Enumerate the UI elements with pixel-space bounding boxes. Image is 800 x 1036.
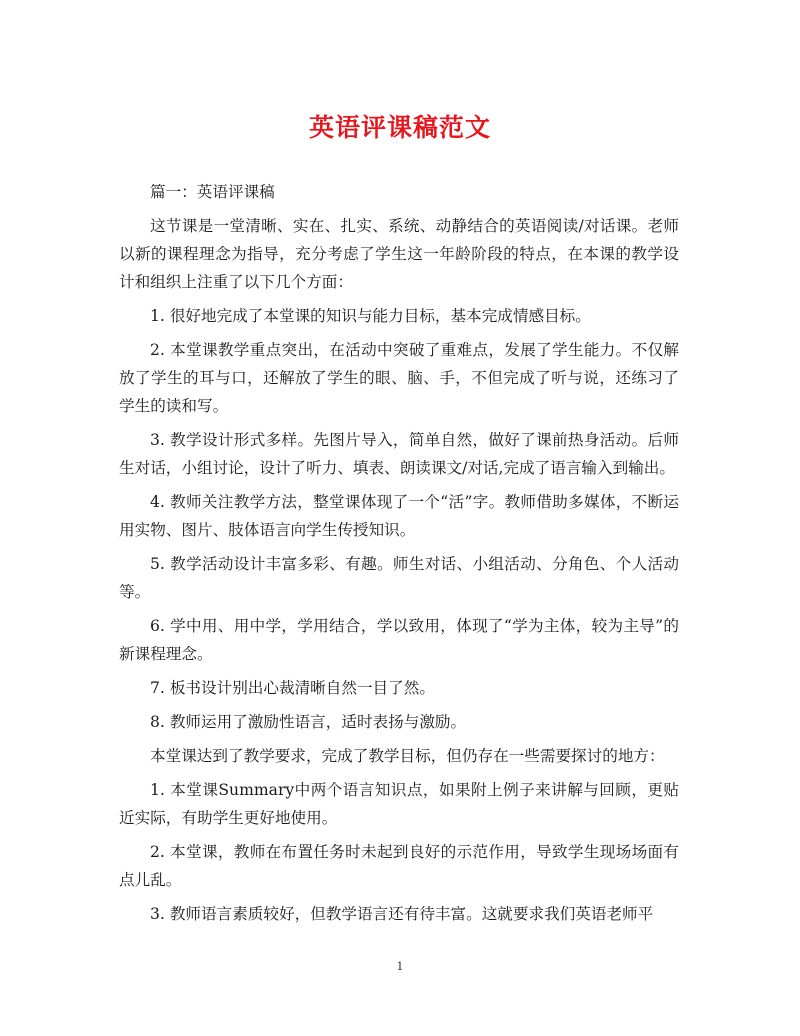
list-item: 2. 本堂课，教师在布置任务时未起到良好的示范作用，导致学生现场场面有点儿乱。 [119, 843, 679, 889]
document-title: 英语评课稿范文 [308, 113, 491, 142]
list-item: 4. 教师关注教学方法，整堂课体现了一个“活”字。教师借助多媒体，不断运用实物、图片、肢体语言向学生传授知识。 [119, 493, 679, 539]
list-item: 3. 教师语言素质较好，但教学语言还有待丰富。这就要求我们英语老师平 [150, 905, 654, 923]
list-item: 3. 教学设计形式多样。先图片导入，简单自然，做好了课前热身活动。后师生对话，小组讨论，设计了听力、填表、朗读课文/对话,完成了语言输入到输出。 [119, 431, 679, 477]
list-item: 2. 本堂课教学重点突出，在活动中突破了重难点，发展了学生能力。不仅解放了学生的耳与口，还解放了学生的眼、脑、手，不但完成了听与说，还练习了学生的读和写。 [119, 341, 679, 415]
paragraph: 这节课是一堂清晰、实在、扎实、系统、动静结合的英语阅读/对话课。老师以新的课程理念为指导，充分考虑了学生这一年龄阶段的特点，在本课的教学设计和组织上注重了以下几个方面： [119, 217, 679, 291]
document-body [119, 178, 679, 934]
paragraph: 本堂课达到了教学要求，完成了教学目标，但仍存在一些需要探讨的地方： [150, 747, 665, 765]
list-item: 6. 学中用、用中学，学用结合，学以致用，体现了“学为主体，较为主导”的新课程理念。 [119, 617, 679, 663]
page-number: 1 [396, 960, 404, 973]
list-item: 7. 板书设计别出心裁清晰自然一目了然。 [150, 679, 435, 697]
list-item: 8. 教师运用了激励性语言，适时表扬与激励。 [150, 713, 467, 731]
section-heading: 篇一：英语评课稿 [150, 183, 275, 201]
list-item: 5. 教学活动设计丰富多彩、有趣。师生对话、小组活动、分角色、个人活动等。 [119, 555, 679, 601]
list-item: 1. 本堂课Summary中两个语言知识点，如果附上例子来讲解与回顾，更贴近实际，有助学生更好地使用。 [119, 781, 679, 827]
list-item: 1. 很好地完成了本堂课的知识与能力目标，基本完成情感目标。 [150, 307, 591, 325]
